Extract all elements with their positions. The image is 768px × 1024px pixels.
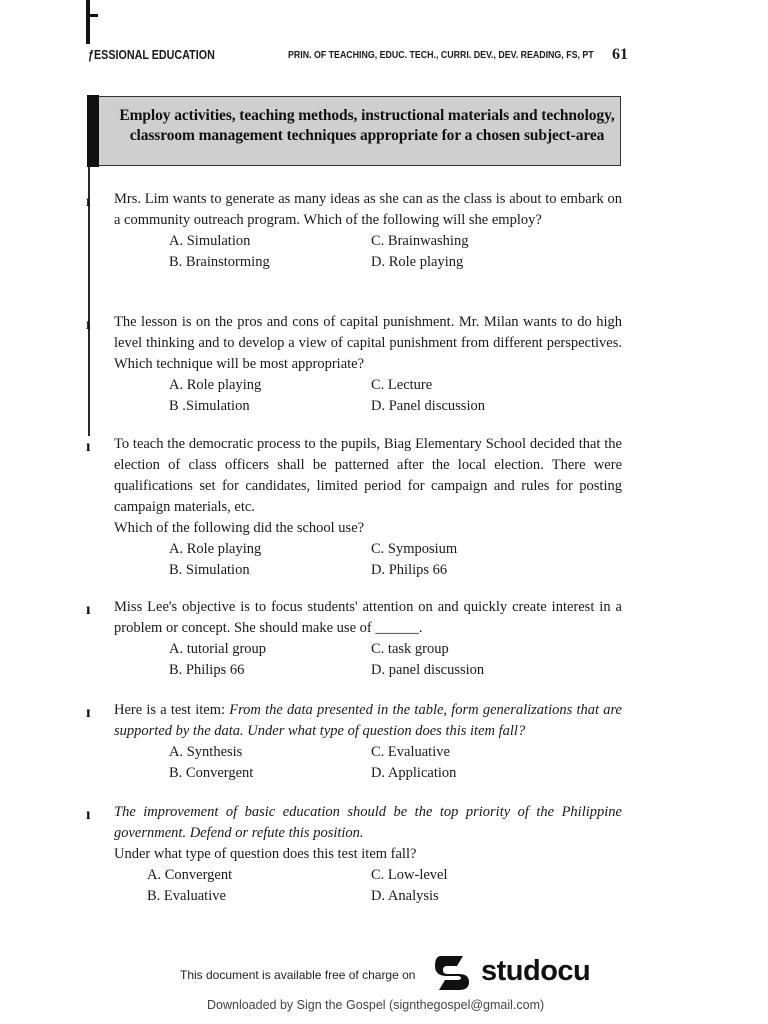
competency-text <box>117 106 617 146</box>
choice-a: A. Simulation <box>169 233 251 249</box>
competency-line-1: Employ activities, teaching methods, instructional materials and technology, <box>119 107 615 124</box>
question-bullet-icon: ı <box>86 601 91 618</box>
choice-list <box>114 742 622 784</box>
page-edge-tick <box>86 14 98 17</box>
question-bullet-icon: ı <box>86 806 91 823</box>
choice-d: D. Role playing <box>371 254 464 270</box>
question-prompt: Which of the following did the school use? <box>114 520 365 536</box>
choice-c: C. Lecture <box>371 377 433 393</box>
question-stem: Miss Lee's objective is to focus students' attention on and quickly create interest in a problem or concept. She should make use of ______. <box>114 599 622 636</box>
question-3 <box>86 434 622 581</box>
choice-c: C. Brainwashing <box>371 233 469 249</box>
question-bullet-icon: ı <box>86 316 91 333</box>
studocu-logo-icon[interactable] <box>433 952 475 992</box>
section-title: ƒESSIONAL EDUCATION <box>88 48 215 62</box>
choice-c: C. Symposium <box>371 541 458 557</box>
question-stem: To teach the democratic process to the pupils, Biag Elementary School decided that the election of class officers shall be patterned after the local election. There were qualifications set for candidates, limited period for campaign and rules for posting campaign materials, etc. <box>114 436 622 515</box>
choice-d: D. Application <box>371 765 457 781</box>
topics-line: PRIN. OF TEACHING, EDUC. TECH., CURRI. DEV., DEV. READING, FS, PT <box>288 49 594 61</box>
page-header <box>88 46 628 70</box>
choice-a: A. tutorial group <box>169 641 267 657</box>
choice-b: B .Simulation <box>169 398 250 414</box>
page-edge-rule <box>86 0 90 44</box>
studocu-wordmark[interactable]: studocu <box>481 955 591 987</box>
choice-b: B. Convergent <box>169 765 254 781</box>
stem-prefix: Here is a test item: <box>114 702 230 718</box>
choice-a: A. Convergent <box>147 867 233 883</box>
question-4 <box>86 597 622 681</box>
choice-c: C. Evaluative <box>371 744 450 760</box>
choice-list <box>114 375 622 417</box>
competency-marker <box>87 95 99 167</box>
choice-d: D. panel discussion <box>371 662 485 678</box>
stem-italic: From the data presented in the table, form generalizations that are supported by the data. Under what type of question does this item fall? <box>114 702 622 739</box>
question-stem: Mrs. Lim wants to generate as many ideas as she can as the class is about to embark on a community outreach program. Which of the following will she employ? <box>114 191 622 228</box>
question-stem <box>114 802 622 844</box>
choice-a: A. Role playing <box>169 377 262 393</box>
choice-a: A. Synthesis <box>169 744 243 760</box>
question-prompt: Under what type of question does this test item fall? <box>114 846 417 862</box>
competency-line-2: classroom management techniques appropriate for a chosen subject-area <box>129 127 605 144</box>
question-2 <box>86 312 622 417</box>
download-note: Downloaded by Sign the Gospel (signthegospel@gmail.com) <box>207 998 545 1012</box>
choice-b: B. Brainstorming <box>169 254 270 270</box>
question-1 <box>86 189 622 273</box>
question-bullet-icon: ı <box>86 193 91 210</box>
choice-d: D. Analysis <box>371 888 439 904</box>
choice-list <box>114 231 622 273</box>
question-stem <box>114 700 622 742</box>
stem-italic: The improvement of basic education should be the top priority of the Philippine government. Defend or refute this position. <box>114 804 622 841</box>
choice-c: C. task group <box>371 641 449 657</box>
choice-list <box>114 865 622 907</box>
question-stem: The lesson is on the pros and cons of capital punishment. Mr. Milan wants to do high level thinking and to develop a view of capital punishment from different perspectives. Which technique will be most appropriate? <box>114 314 622 372</box>
choice-b: B. Philips 66 <box>169 662 245 678</box>
choice-b: B. Simulation <box>169 562 250 578</box>
competency-box <box>96 96 621 166</box>
choice-list <box>114 539 622 581</box>
choice-list <box>114 639 622 681</box>
choice-c: C. Low-level <box>371 867 448 883</box>
question-6 <box>86 802 622 907</box>
question-bullet-icon: ı <box>86 438 91 455</box>
question-5 <box>86 700 622 784</box>
page-number: 61 <box>612 46 628 63</box>
choice-a: A. Role playing <box>169 541 262 557</box>
choice-b: B. Evaluative <box>147 888 226 904</box>
choice-d: D. Panel discussion <box>371 398 485 414</box>
choice-d: D. Philips 66 <box>371 562 448 578</box>
question-bullet-icon: ɪ <box>86 704 91 721</box>
availability-note: This document is available free of charge on <box>180 968 416 982</box>
